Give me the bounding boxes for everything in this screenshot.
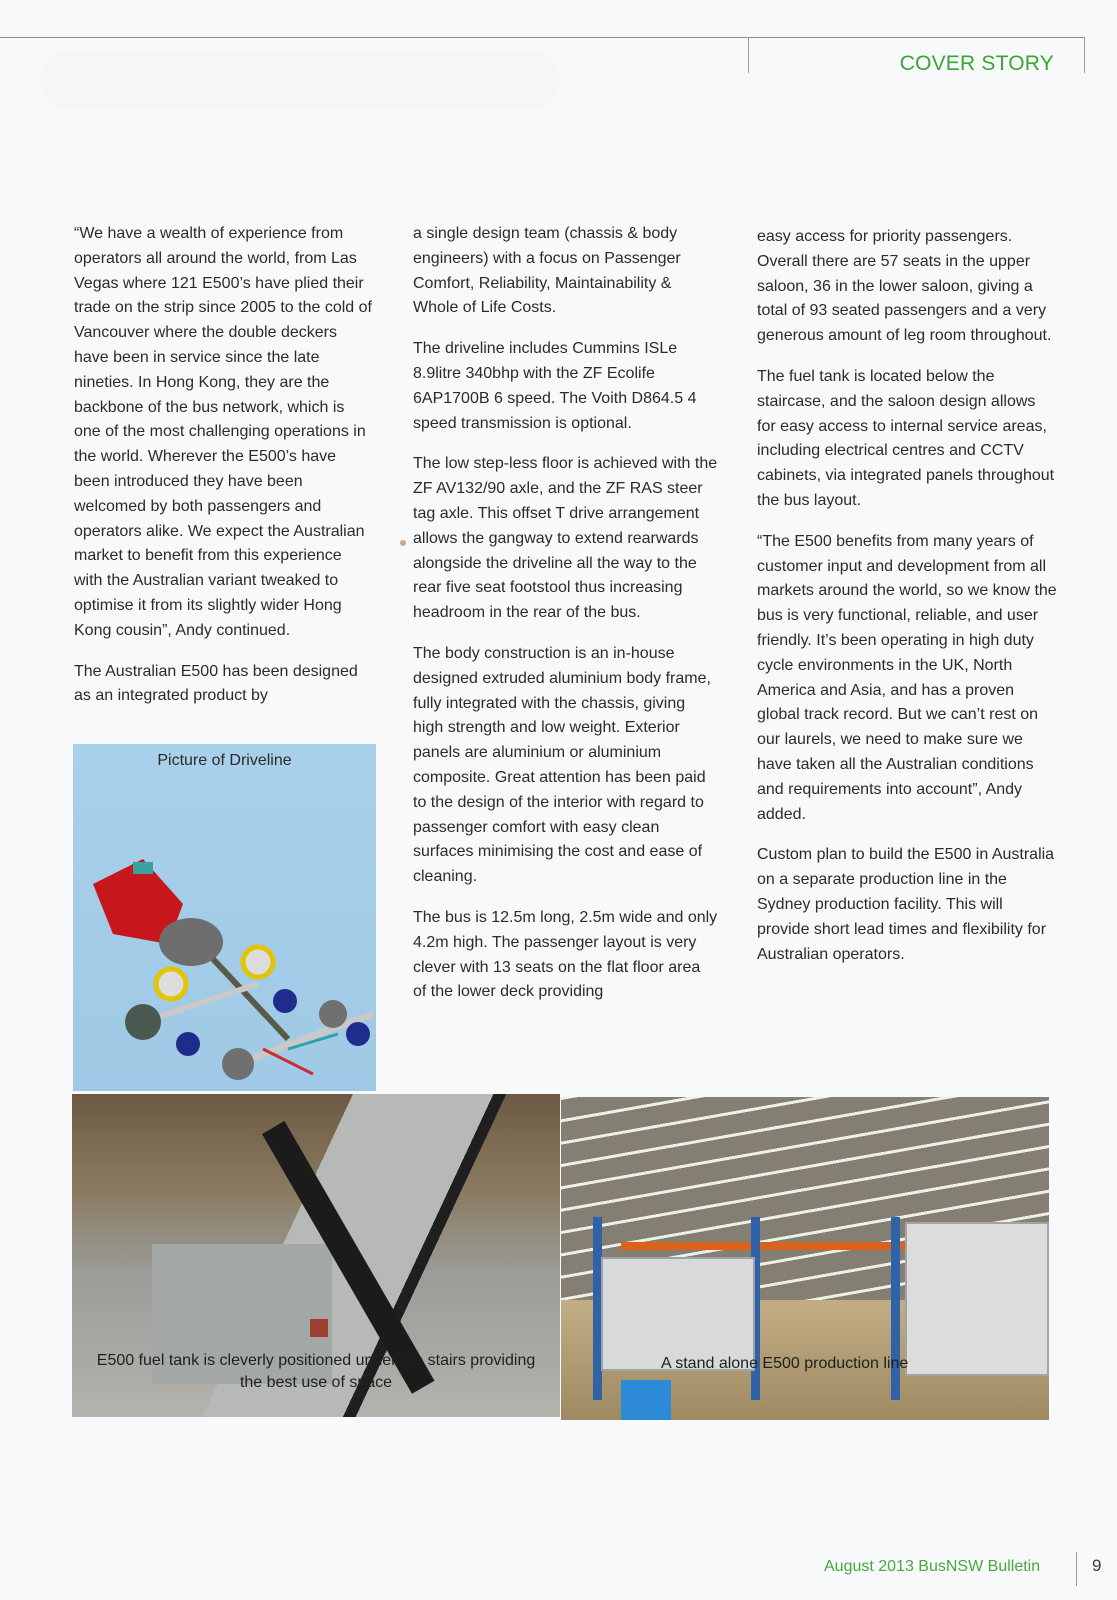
blue-bucket: [621, 1380, 671, 1420]
production-line-caption: A stand alone E500 production line: [661, 1355, 909, 1372]
article-column-3: [757, 225, 1057, 983]
driveline-figure: [73, 744, 376, 1091]
caption-line: the best use of space: [239, 1374, 393, 1391]
article-column-1: [74, 222, 374, 725]
paragraph: easy access for priority passengers. Overall there are 57 seats in the upper saloon, 36 in the lower saloon, giving a total of 93 seated passengers and a very generous amount of leg room throughout.: [757, 228, 1052, 345]
footer-divider: [1076, 1552, 1077, 1586]
paragraph: The body construction is an in-house designed extruded aluminium body frame, fully integrated with the chassis, giving high strength and low weight. Exterior panels are aluminium or aluminium composite. Great attention has been paid to the design of the interior with regard to passenger comfort with easy clean surfaces minimising the cost and ease of cleaning.: [413, 644, 711, 886]
overhead-crane: [621, 1242, 929, 1250]
footer-publication: August 2013 BusNSW Bulletin: [824, 1558, 1041, 1575]
red-label: [310, 1319, 328, 1337]
print-speck: [400, 540, 406, 546]
driveline-illustration: [73, 744, 376, 1091]
fuel-tank-caption: [72, 1350, 560, 1394]
driveline-caption: Picture of Driveline: [157, 752, 292, 769]
paragraph: a single design team (chassis & body engineers) with a focus on Passenger Comfort, Reliability, Maintainability & Whole of Life Costs.: [413, 225, 681, 317]
faded-masthead-background: [40, 50, 560, 110]
paragraph: Custom plan to build the E500 in Australia on a separate production line in the Sydney production facility. This will provide short lead times and flexibility for Australian operators.: [757, 846, 1055, 963]
bus-body-frame: [905, 1222, 1049, 1376]
paragraph: The low step-less floor is achieved with the ZF AV132/90 axle, and the ZF RAS steer tag axle. This offset T drive arrangement allows the gangway to extend rearwards alongside the driveline all the way to the rear five seat footstool thus increasing headroom in the rear of the bus.: [413, 455, 718, 622]
paragraph: The driveline includes Cummins ISLe 8.9litre 340bhp with the ZF Ecolife 6AP1700B 6 speed. The Voith D864.5 4 speed transmission is optional.: [413, 340, 697, 432]
paragraph: “We have a wealth of experience from operators all around the world, from Las Vegas where 121 E500’s have plied their trade on the strip since 2005 to the cold of Vancouver where the double deckers have been in service since the late nineties. In Hong Kong, they are the backbone of the bus network, which is one of the most challenging operations in the world. Wherever the E500’s have been introduced they have been welcomed by both passengers and operators alike. We expect the Australian market to benefit from this experience with the Australian variant tweaked to optimise it from its slightly wider Hong Kong cousin”, Andy continued.: [74, 225, 372, 639]
fuel-tank-photo: [72, 1094, 560, 1417]
page-number: 9: [1092, 1556, 1102, 1575]
paragraph: The Australian E500 has been designed as an integrated product by: [74, 662, 358, 705]
paragraph: The fuel tank is located below the staircase, and the saloon design allows for easy access to internal service areas, including electrical centres and CCTV cabinets, via integrated panels throughout the bus layout.: [757, 367, 1055, 509]
paragraph: The bus is 12.5m long, 2.5m wide and only 4.2m high. The passenger layout is very clever with 13 seats on the flat floor area of the lower deck providing: [413, 908, 718, 1001]
article-column-2: [413, 222, 718, 1021]
caption-line: E500 fuel tank is cleverly positioned under the stairs providing: [96, 1352, 536, 1369]
section-header: [748, 37, 1085, 73]
section-label: COVER STORY: [899, 52, 1054, 75]
production-line-photo: [561, 1097, 1049, 1420]
paragraph: “The E500 benefits from many years of customer input and development from all markets around the world, so we know the bus is very functional, reliable, and user friendly. It’s been operating in high duty cycle environments in the UK, North America and Asia, and has a proven global track record. But we can’t rest on our laurels, we need to make sure we have taken all the Australian conditions and requirements into account”, Andy added.: [757, 532, 1057, 823]
